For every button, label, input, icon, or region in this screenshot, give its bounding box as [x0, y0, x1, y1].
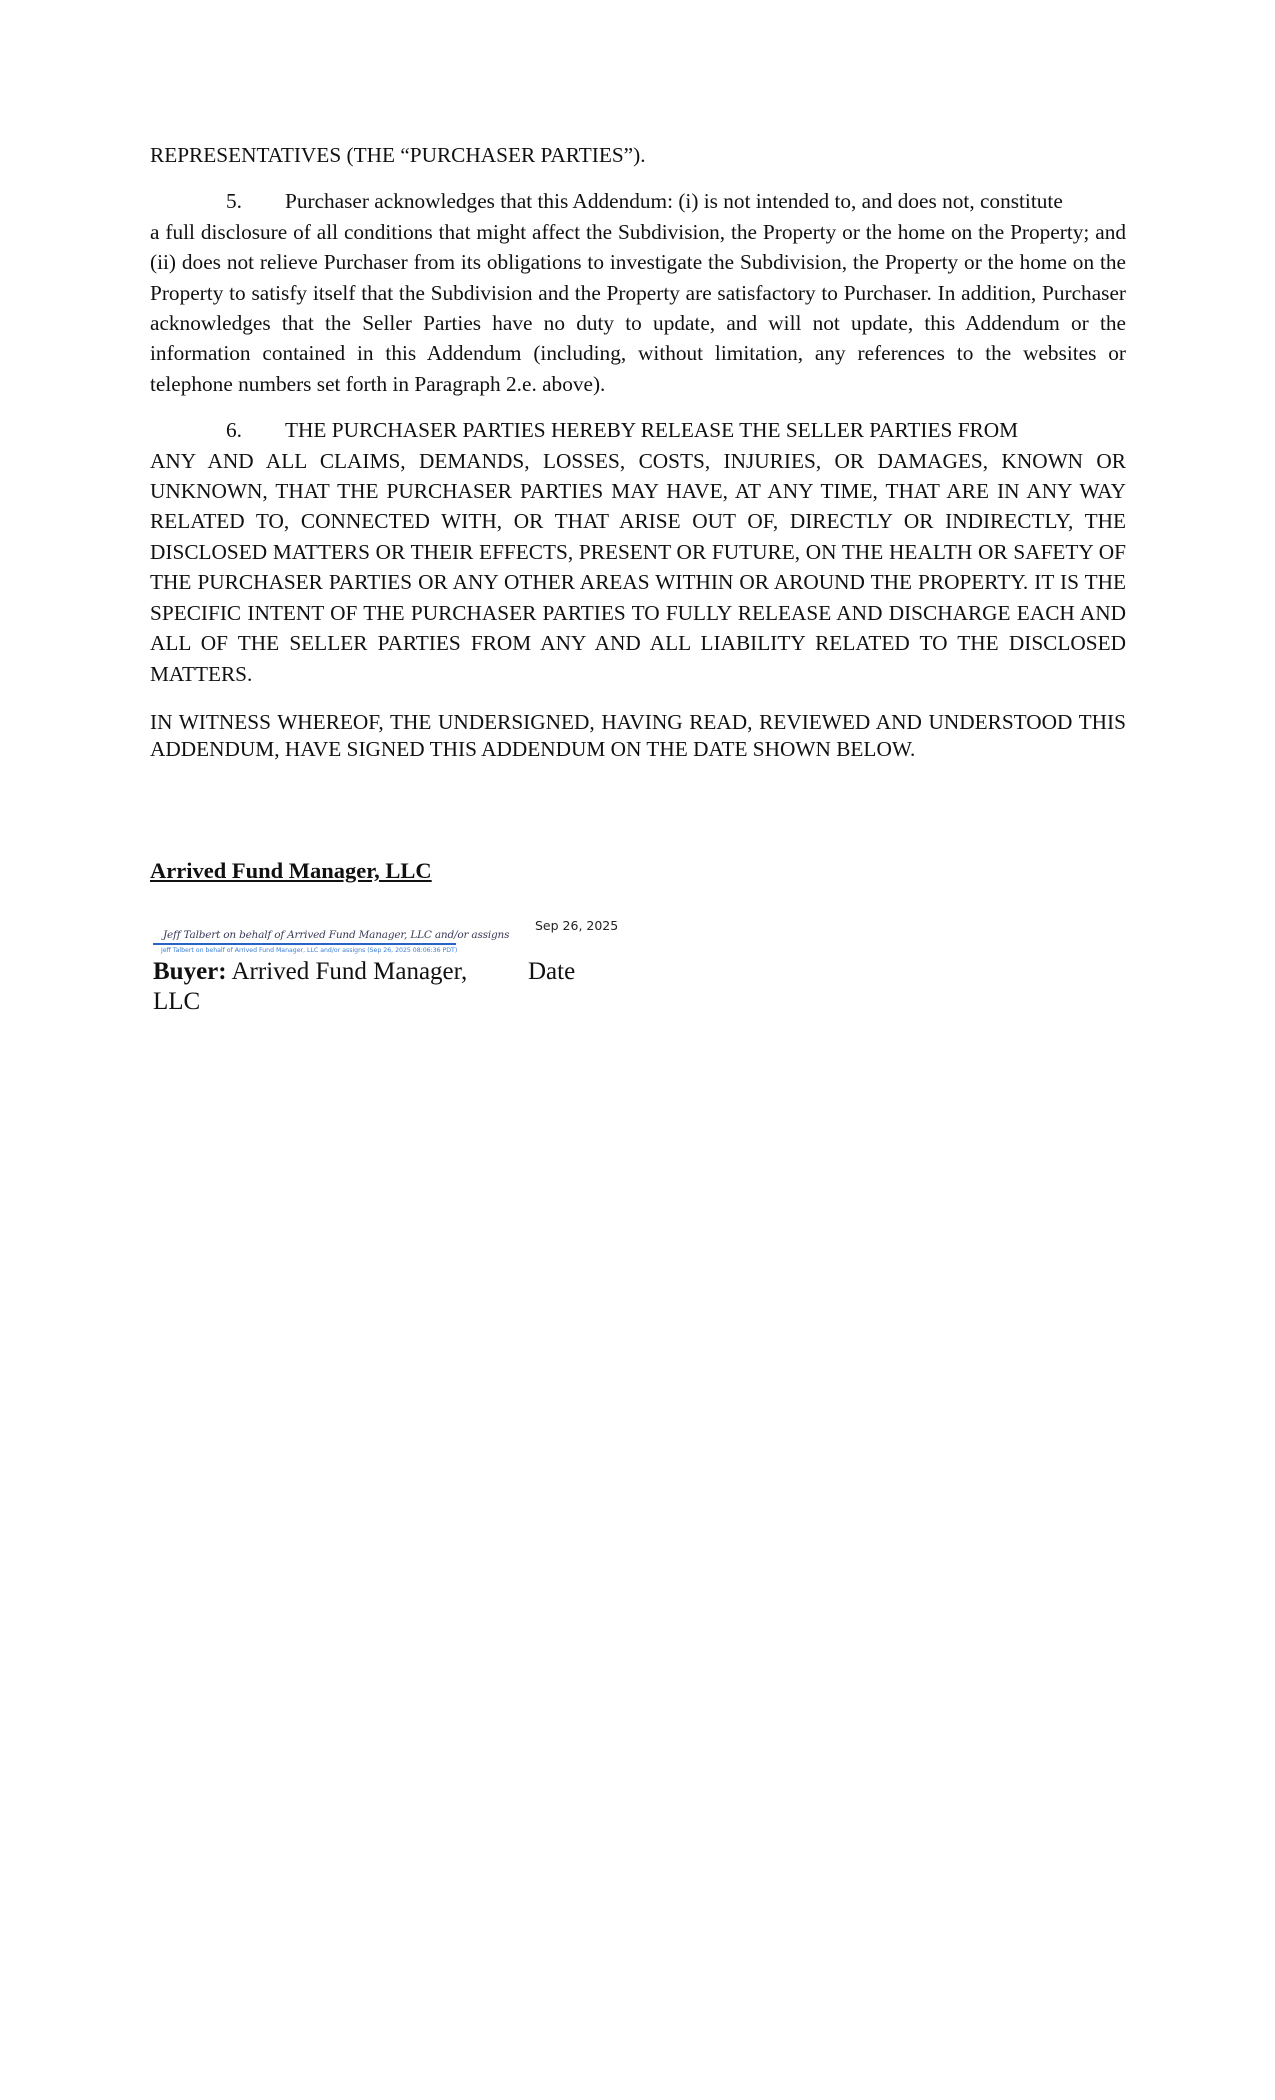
handwritten-signature: Jeff Talbert on behalf of Arrived Fund Manager, LLC and/or assigns [163, 929, 510, 941]
signed-date: Sep 26, 2025 [535, 918, 619, 933]
buyer-label [153, 957, 483, 1017]
paragraph-5-first-line [150, 186, 1126, 216]
signature-field [153, 928, 510, 955]
witness-clause: IN WITNESS WHEREOF, THE UNDERSIGNED, HAVING READ, REVIEWED AND UNDERSTOOD THIS ADDENDUM, HAVE SIGNED THIS ADDENDUM ON THE DATE SHOWN BELOW. [150, 709, 1126, 761]
paragraph-6-lead: THE PURCHASER PARTIES HEREBY RELEASE THE SELLER PARTIES FROM [285, 418, 1019, 443]
date-label: Date [528, 958, 576, 985]
paragraph-number: 6. [226, 418, 242, 443]
document-body [150, 140, 1126, 763]
paragraph-5-lead: Purchaser acknowledges that this Addendum: (i) is not intended to, and does not, constitute [285, 189, 1063, 214]
paragraph-5-text: a full disclosure of all conditions that might affect the Subdivision, the Property or the home on the Property; and (ii) does not relieve Purchaser from its obligations to investigate the Subdivision, the Property or the home on the Property to satisfy itself that the Subdivision and the Property are satisfactory to Purchaser. In addition, Purchaser acknowledges that the Seller Parties have no duty to update, and will not update, this Addendum or the information contained in this Addendum (including, without limitation, any references to the websites or telephone numbers set forth in Paragraph 2.e. above). [150, 219, 1126, 396]
paragraph-6 [150, 415, 1126, 689]
signature-line [153, 943, 456, 945]
paragraph-number: 5. [226, 189, 242, 214]
signature-caption: Jeff Talbert on behalf of Arrived Fund Manager, LLC and/or assigns (Sep 26, 2025 08:06:36 PDT) [161, 947, 458, 954]
company-name: Arrived Fund Manager, LLC [150, 858, 432, 883]
buyer-label-prefix: Buyer: [153, 958, 227, 985]
paragraph-6-first-line [150, 415, 1126, 445]
buyer-name: Arrived Fund Manager, LLC [153, 958, 468, 1015]
paragraph-5 [150, 186, 1126, 399]
paragraph-6-text: ANY AND ALL CLAIMS, DEMANDS, LOSSES, COSTS, INJURIES, OR DAMAGES, KNOWN OR UNKNOWN, THAT THE PURCHASER PARTIES MAY HAVE, AT ANY TIME, THAT ARE IN ANY WAY RELATED TO, CONNECTED WITH, OR THAT ARISE OUT OF, DIRECTLY OR INDIRECTLY, THE DISCLOSED MATTERS OR THEIR EFFECTS, PRESENT OR FUTURE, ON THE HEALTH OR SAFETY OF THE PURCHASER PARTIES OR ANY OTHER AREAS WITHIN OR AROUND THE PROPERTY. IT IS THE SPECIFIC INTENT OF THE PURCHASER PARTIES TO FULLY RELEASE AND DISCHARGE EACH AND ALL OF THE SELLER PARTIES FROM ANY AND ALL LIABILITY RELATED TO THE DISCLOSED MATTERS. [150, 448, 1126, 686]
paragraph-continuation: REPRESENTATIVES (THE “PURCHASER PARTIES”). [150, 143, 646, 167]
